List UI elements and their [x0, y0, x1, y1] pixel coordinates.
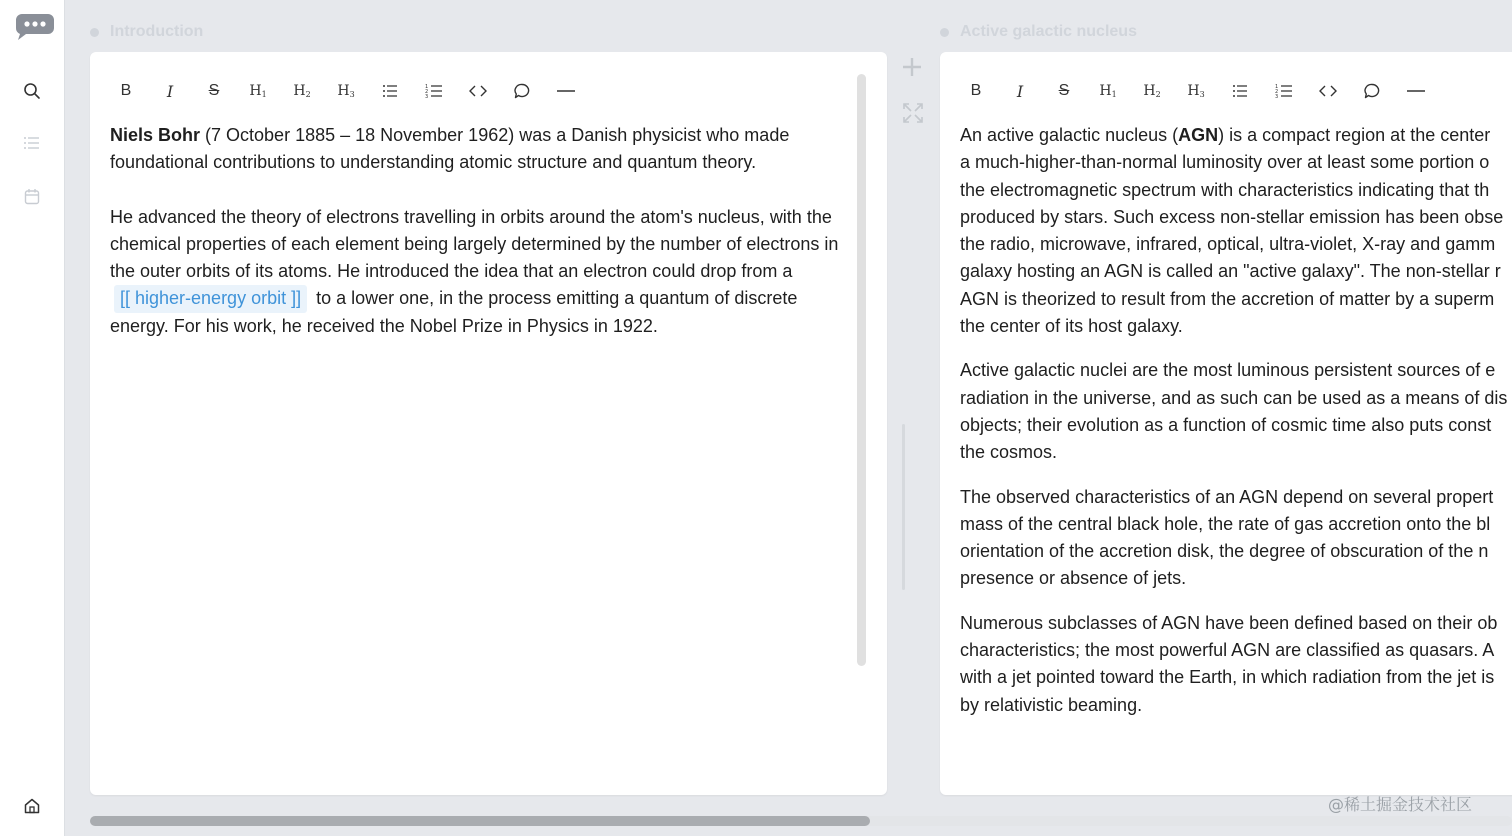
comment-button[interactable]: [500, 78, 544, 104]
svg-text:3: 3: [425, 94, 429, 98]
horizontal-rule-icon: [557, 89, 575, 93]
bold-icon: B: [120, 82, 132, 99]
bold-icon: B: [970, 82, 982, 99]
paragraph-text: produced by stars. Such excess non-stellar emission has been obse: [960, 206, 1504, 227]
svg-text:3: 3: [1275, 94, 1279, 98]
h-letter: H: [249, 83, 262, 99]
heading1-icon: [249, 83, 266, 99]
paragraph-text: Numerous subclasses of AGN have been defined based on their ob: [960, 612, 1498, 633]
svg-text:1: 1: [1275, 84, 1279, 90]
heading2-icon: [1143, 83, 1160, 99]
svg-text:1: 1: [425, 84, 429, 90]
search-icon[interactable]: [20, 79, 44, 103]
comment-icon: [514, 83, 530, 99]
paragraph-text: He advanced the theory of electrons travelling in orbits around the atom's nucleus, with the chemical properties of each element being largely determined by the number of electrons in the outer orbits of its atoms. He introduced the idea that an electron could drop from a: [110, 206, 839, 282]
pane-title-text: Introduction: [110, 23, 204, 40]
heading2-button[interactable]: [280, 78, 324, 104]
pane-title-introduction[interactable]: [90, 22, 203, 42]
paragraph-text: presence or absence of jets.: [960, 568, 1187, 589]
heading2-button[interactable]: [1130, 78, 1174, 104]
heading3-button[interactable]: [1174, 78, 1218, 104]
paragraph-text: The observed characteristics of an AGN depend on several propert: [960, 486, 1494, 507]
paragraph-text: (7 October 1885 – 18 November 1962) was a Danish physicist who made foundational contributions to understanding atomic structure and quantum theory.: [110, 125, 790, 173]
editor-toolbar: [954, 78, 1438, 104]
plus-icon[interactable]: [901, 56, 923, 78]
wiki-link[interactable]: [[ higher-energy orbit ]]: [114, 285, 307, 312]
paragraph-text: ) is a compact region at the center: [1218, 125, 1491, 145]
pane-title-agn[interactable]: [940, 22, 1137, 42]
pane-dot: [940, 28, 949, 37]
heading1-button[interactable]: [1086, 78, 1130, 104]
paragraph-text: by relativistic beaming.: [960, 694, 1143, 715]
paragraph-text: the electromagnetic spectrum with characteristics indicating that th: [960, 179, 1490, 200]
paragraph-text: the center of its host galaxy.: [960, 316, 1183, 337]
bullet-list-button[interactable]: [1218, 78, 1262, 104]
chat-bubble-logo-icon[interactable]: [10, 10, 56, 42]
bold-button[interactable]: [954, 78, 998, 104]
ordered-list-icon: [425, 84, 443, 98]
paragraph: [110, 204, 840, 340]
strike-icon: S: [1058, 82, 1070, 99]
editor-pane-agn: [940, 52, 1512, 795]
calendar-icon[interactable]: [20, 184, 44, 208]
left-rail: [0, 0, 64, 836]
heading3-icon: [1187, 83, 1204, 99]
paragraph: [960, 484, 1512, 593]
bullet-list-icon: [382, 84, 398, 98]
paragraph-text: radiation in the universe, and as such can be used as a means of dis: [960, 387, 1508, 408]
pane-title-text: Active galactic nucleus: [960, 23, 1137, 40]
horizontal-rule-button[interactable]: [544, 78, 588, 104]
italic-icon: I: [166, 81, 174, 101]
paragraph-text: AGN is theorized to result from the accretion of matter by a superm: [960, 288, 1495, 309]
horizontal-rule-button[interactable]: [1394, 78, 1438, 104]
h-level: 1: [261, 90, 267, 99]
italic-button[interactable]: [998, 78, 1042, 104]
pane-resize-handle[interactable]: [902, 424, 905, 590]
strike-icon: S: [208, 82, 220, 99]
heading2-icon: [293, 83, 310, 99]
code-icon: [469, 85, 487, 97]
h-letter: H: [1099, 83, 1112, 99]
strike-button[interactable]: [1042, 78, 1086, 104]
paragraph: [960, 610, 1512, 719]
ordered-list-button[interactable]: [412, 78, 456, 104]
bold-text: AGN: [1178, 125, 1219, 145]
svg-text:2: 2: [425, 89, 429, 95]
pane-dot: [90, 28, 99, 37]
editor-vertical-scrollbar[interactable]: [857, 74, 866, 666]
comment-button[interactable]: [1350, 78, 1394, 104]
editor-pane-introduction: [90, 52, 887, 795]
editor-toolbar: [104, 78, 588, 104]
italic-icon: I: [1016, 81, 1024, 101]
paragraph-text: mass of the central black hole, the rate of gas accretion onto the bl: [960, 513, 1491, 534]
heading1-icon: [1099, 83, 1116, 99]
h-level: 2: [305, 90, 311, 99]
expand-icon[interactable]: [903, 103, 923, 123]
paragraph: [960, 122, 1512, 340]
ordered-list-icon: [1275, 84, 1293, 98]
paragraph-text: characteristics; the most powerful AGN are classified as quasars. A: [960, 640, 1495, 661]
paragraph-text: galaxy hosting an AGN is called an "active galaxy". The non-stellar r: [960, 261, 1501, 282]
paragraph-text: to a lower one, in the process emitting a quantum of discrete energy. For his work, he received the Nobel Prize in Physics in 1922.: [110, 288, 798, 336]
italic-button[interactable]: [148, 78, 192, 104]
paragraph-text: An active galactic nucleus (: [960, 125, 1179, 145]
horizontal-rule-icon: [1407, 89, 1425, 93]
paragraph-text: with a jet pointed toward the Earth, in which radiation from the jet is: [960, 667, 1495, 688]
editor-content[interactable]: [110, 122, 840, 367]
heading1-button[interactable]: [236, 78, 280, 104]
paragraph: [110, 122, 840, 177]
paragraph-text: the radio, microwave, infrared, optical, ultra-violet, X-ray and gamm: [960, 234, 1496, 255]
bullet-list-icon: [1232, 84, 1248, 98]
h-level: 3: [349, 90, 355, 99]
bold-text: Niels Bohr: [110, 125, 201, 145]
paragraph-text: the cosmos.: [960, 442, 1058, 463]
editor-content[interactable]: [960, 122, 1512, 736]
paragraph-text: objects; their evolution as a function of cosmic time also puts const: [960, 414, 1492, 435]
paragraph-text: Active galactic nuclei are the most luminous persistent sources of e: [960, 360, 1496, 381]
h-letter: H: [293, 83, 306, 99]
h-level: 1: [1111, 90, 1117, 99]
h-letter: H: [1143, 83, 1156, 99]
bold-button[interactable]: [104, 78, 148, 104]
code-button[interactable]: [1306, 78, 1350, 104]
h-level: 3: [1199, 90, 1205, 99]
paragraph: [960, 357, 1512, 466]
heading3-button[interactable]: [324, 78, 368, 104]
code-icon: [1319, 85, 1337, 97]
heading3-icon: [337, 83, 354, 99]
h-level: 2: [1155, 90, 1161, 99]
svg-text:2: 2: [1275, 89, 1279, 95]
bullet-list-button[interactable]: [368, 78, 412, 104]
watermark: @稀土掘金技术社区: [1328, 795, 1473, 814]
list-icon[interactable]: [20, 131, 44, 155]
strike-button[interactable]: [192, 78, 236, 104]
paragraph-text: a much-higher-than-normal luminosity over at least some portion o: [960, 152, 1490, 173]
code-button[interactable]: [456, 78, 500, 104]
h-letter: H: [337, 83, 350, 99]
h-letter: H: [1187, 83, 1200, 99]
horizontal-scrollbar-thumb[interactable]: [90, 816, 870, 826]
ordered-list-button[interactable]: [1262, 78, 1306, 104]
comment-icon: [1364, 83, 1380, 99]
home-icon[interactable]: [20, 794, 44, 818]
paragraph-text: orientation of the accretion disk, the degree of obscuration of the n: [960, 541, 1489, 562]
